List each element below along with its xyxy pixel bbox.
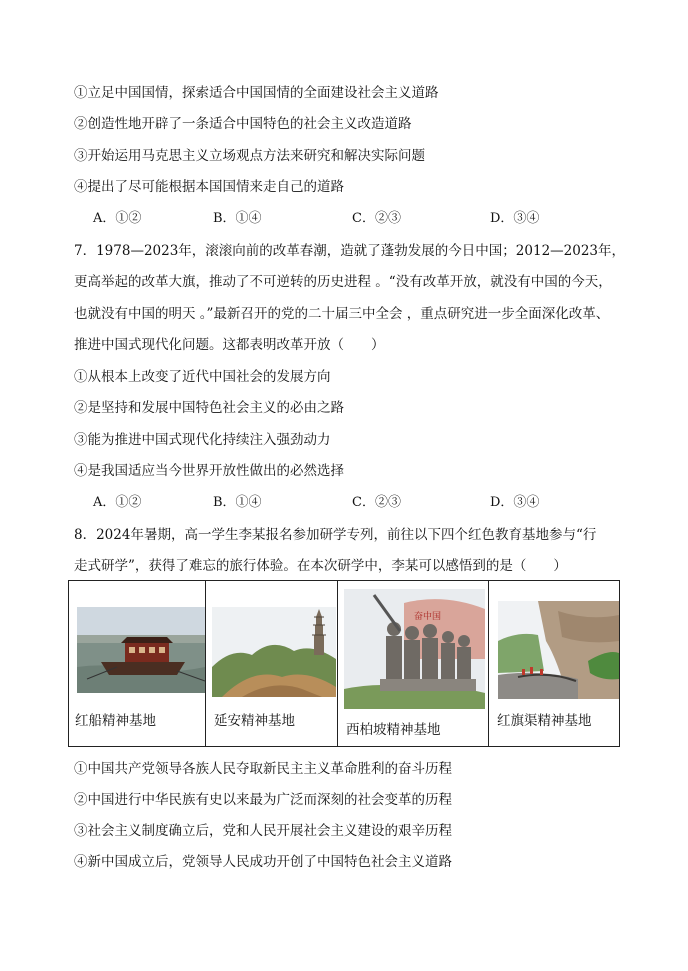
q7-option-4: ④是我国适应当今世界开放性做出的必然选择 [74,463,344,479]
q7-stem-line-2: 更高举起的改革大旗，推动了不可逆转的历史进程 。“没有改革开放，就没有中国的今天， [74,274,612,290]
site-cell-yanan [206,581,338,747]
red-boat-photo [77,607,205,693]
site-caption-yanan: 延安精神基地 [214,713,295,729]
q7-choice-a[interactable]: A．①② [93,495,142,510]
q6-choice-a[interactable]: A．①② [93,211,142,226]
q7-choice-d[interactable]: D．③④ [490,495,540,510]
q7-stem-line-1: 7．1978—2023年，滚滚向前的改革春潮，造就了蓬勃发展的今日中国；2012—2023年， [74,243,626,259]
q8-option-3: ③社会主义制度确立后，党和人民开展社会主义建设的艰辛历程 [74,823,452,839]
q7-choice-c[interactable]: C．②③ [352,495,401,510]
hongqiqu-canal-photo [498,601,619,699]
site-cell-xibaipo [338,581,489,747]
site-caption-hongqiqu: 红旗渠精神基地 [497,713,592,729]
site-caption-xibaipo: 西柏坡精神基地 [346,722,441,738]
xibaipo-statue-photo [344,589,485,709]
site-cell-hongqiqu [489,581,620,747]
q8-stem-line-1: 8．2024年暑期，高一学生李某报名参加研学专列，前往以下四个红色教育基地参与“行 [74,527,597,543]
q8-option-1: ①中国共产党领导各族人民夺取新民主主义革命胜利的奋斗历程 [74,761,452,777]
sites-table [68,580,620,747]
q6-choice-c[interactable]: C．②③ [352,211,401,226]
site-caption-red-boat: 红船精神基地 [75,713,156,729]
q7-option-3: ③能为推进中国式现代化持续注入强劲动力 [74,432,331,448]
q7-stem-line-3: 也就没有中国的明天 。”最新召开的党的二十届三中全会 ，重点研究进一步全面深化改革、 [74,306,610,322]
q6-option-2: ②创造性地开辟了一条适合中国特色的社会主义改造道路 [74,116,412,132]
q7-option-1: ①从根本上改变了近代中国社会的发展方向 [74,369,331,385]
q6-option-1: ①立足中国国情，探索适合中国国情的全面建设社会主义道路 [74,85,439,101]
q6-option-3: ③开始运用马克思主义立场观点方法来研究和解决实际问题 [74,148,425,164]
q6-choice-d[interactable]: D．③④ [490,211,540,226]
q7-option-2: ②是坚持和发展中国特色社会主义的必由之路 [74,400,344,416]
site-cell-red-boat [69,581,206,747]
q8-stem-line-2: 走式研学”，获得了难忘的旅行体验。在本次研学中，李某可以感悟到的是（ ） [74,558,567,574]
yanan-pagoda-photo [212,607,336,697]
q6-choice-b[interactable]: B．①④ [213,211,262,226]
svg-text:奋中国: 奋中国 [414,612,442,622]
q6-option-4: ④提出了尽可能根据本国国情来走自己的道路 [74,179,344,195]
q7-choice-b[interactable]: B．①④ [213,495,262,510]
q8-option-2: ②中国进行中华民族有史以来最为广泛而深刻的社会变革的历程 [74,792,452,808]
q8-option-4: ④新中国成立后，党领导人民成功开创了中国特色社会主义道路 [74,854,452,870]
q7-stem-line-4: 推进中国式现代化问题。这都表明改革开放（ ） [74,337,385,353]
